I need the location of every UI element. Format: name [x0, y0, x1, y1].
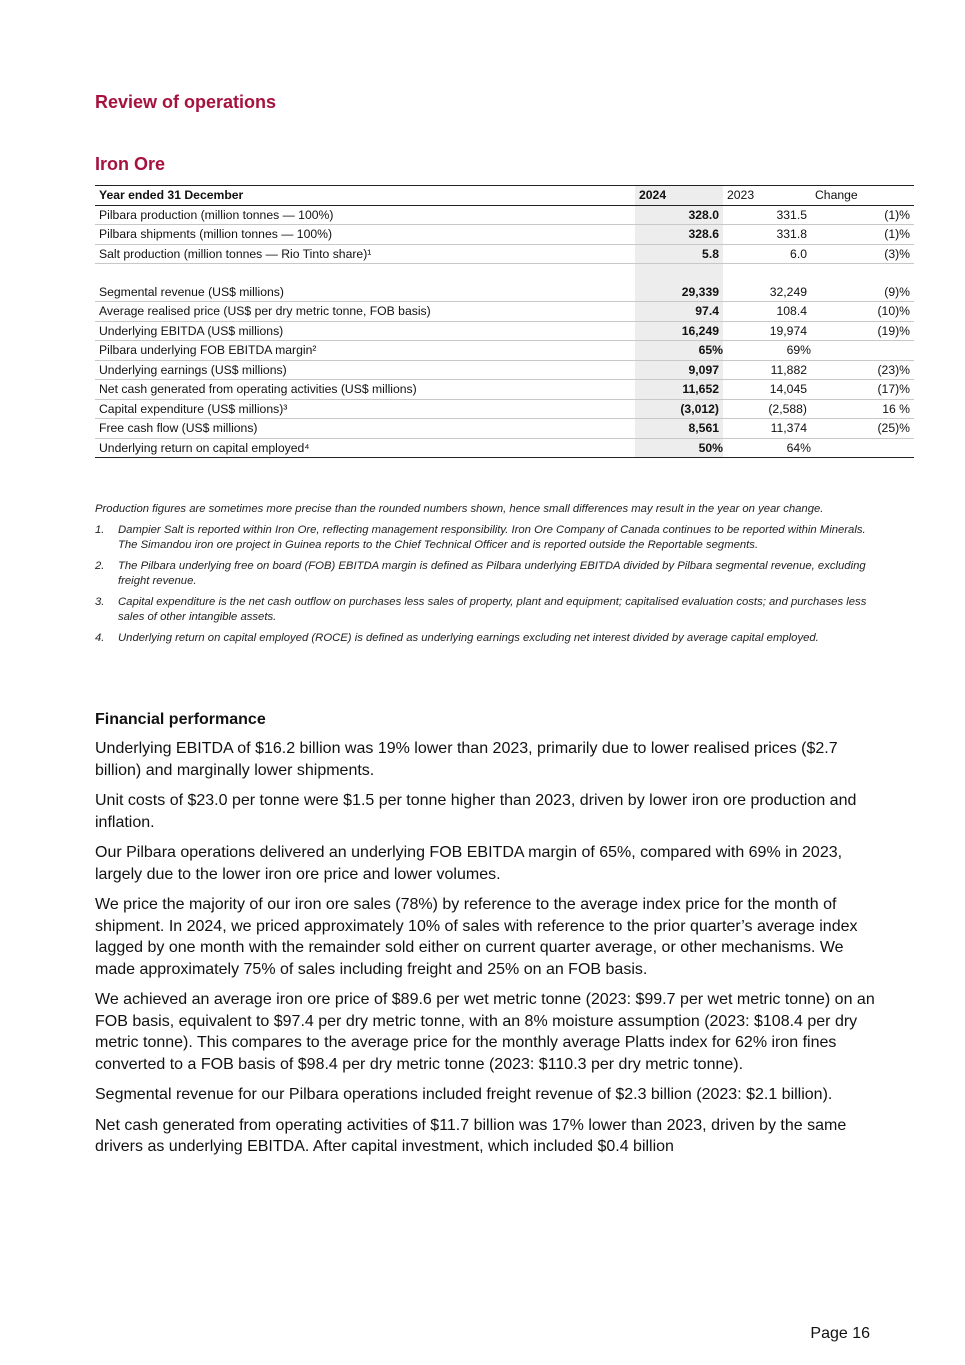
- footnote-text: The Pilbara underlying free on board (FOB) EBITDA margin is defined as Pilbara underlying EBITDA divided by Pilbara segmental revenue, excluding freight revenue.: [118, 560, 866, 587]
- footnote-text: Underlying return on capital employed (ROCE) is defined as underlying earnings excluding net interest divided by average capital employed.: [118, 632, 819, 644]
- row-value-2024: 5.8: [635, 244, 723, 264]
- table-row: [95, 380, 914, 400]
- row-value-2023: [723, 264, 811, 283]
- row-change: (1)%: [811, 225, 914, 245]
- financial-performance-heading: Financial performance: [95, 711, 266, 728]
- table-row: [95, 360, 914, 380]
- row-value-2023: 331.8: [723, 225, 811, 245]
- body-paragraph: Underlying EBITDA of $16.2 billion was 19% lower than 2023, primarily due to lower realised prices ($2.7 billion) and marginally lower shipments.: [95, 740, 838, 779]
- iron-ore-table: [95, 185, 914, 458]
- financial-performance-section: [95, 711, 880, 1167]
- footnotes: [95, 502, 885, 652]
- table-row: [95, 419, 914, 439]
- row-value-2024: [635, 264, 723, 283]
- header-year: Year ended 31 December: [95, 186, 635, 206]
- table-header-row: [95, 186, 914, 206]
- table-row: [95, 438, 914, 458]
- row-value-2023: 11,882: [723, 360, 811, 380]
- row-value-2023: 331.5: [723, 205, 811, 225]
- header-change: Change: [811, 186, 914, 206]
- table-spacer-row: [95, 264, 914, 283]
- row-label: Segmental revenue (US$ millions): [95, 283, 635, 302]
- row-value-2024: (3,012): [635, 399, 723, 419]
- row-change: (23)%: [811, 360, 914, 380]
- row-value-2023: 14,045: [723, 380, 811, 400]
- row-change: (25)%: [811, 419, 914, 439]
- table-row: [95, 244, 914, 264]
- row-value-2024: 11,652: [635, 380, 723, 400]
- row-label: Pilbara production (million tonnes — 100%): [95, 205, 635, 225]
- row-change: (3)%: [811, 244, 914, 264]
- table-row: [95, 341, 914, 361]
- footnote-number: 4.: [95, 632, 105, 644]
- row-label: Average realised price (US$ per dry metric tonne, FOB basis): [95, 302, 635, 322]
- body-paragraph: We achieved an average iron ore price of $89.6 per wet metric tonne (2023: $99.7 per wet metric tonne) on an FOB basis, equivalent to $97.4 per dry metric tonne, with an 8% moisture assumption (2023: $108.4 per dry metric tonne). This compares to the average price for the monthly average Platts index for 62% iron fines converted to a FOB basis of $98.4 per dry metric tonne (2023: $110.3 per dry metric tonne).: [95, 991, 875, 1073]
- row-label: Capital expenditure (US$ millions)³: [95, 399, 635, 419]
- table-row: [95, 205, 914, 225]
- row-value-2024: 65%: [635, 341, 723, 361]
- row-change: (1)%: [811, 205, 914, 225]
- row-label: Pilbara underlying FOB EBITDA margin²: [95, 341, 635, 361]
- row-change: (19)%: [811, 321, 914, 341]
- row-value-2024: 97.4: [635, 302, 723, 322]
- table-row: [95, 225, 914, 245]
- row-label: Salt production (million tonnes — Rio Tinto share)¹: [95, 244, 635, 264]
- row-value-2023: 11,374: [723, 419, 811, 439]
- table-row: [95, 321, 914, 341]
- footnote-item: [95, 595, 885, 625]
- table-row: [95, 283, 914, 302]
- row-value-2024: 29,339: [635, 283, 723, 302]
- row-value-2024: 328.6: [635, 225, 723, 245]
- row-label: Net cash generated from operating activities (US$ millions): [95, 380, 635, 400]
- footnote-text: Dampier Salt is reported within Iron Ore, reflecting management responsibility. Iron Ore Company of Canada continues to be reported within Minerals. The Simandou iron ore project in Guinea reports to the Chief Technical Officer and is reported outside the Reportable segments.: [118, 524, 866, 551]
- section-title: Review of operations: [95, 92, 277, 112]
- row-label: Free cash flow (US$ millions): [95, 419, 635, 439]
- table-row: [95, 302, 914, 322]
- body-paragraph: Our Pilbara operations delivered an underlying FOB EBITDA margin of 65%, compared with 69% in 2023, largely due to the lower iron ore price and lower volumes.: [95, 844, 843, 883]
- footnote-number: 3.: [95, 596, 105, 608]
- row-label: Underlying return on capital employed⁴: [95, 438, 635, 458]
- row-change: 16 %: [811, 399, 914, 419]
- row-change: [811, 341, 914, 361]
- row-change: (17)%: [811, 380, 914, 400]
- row-value-2024: 328.0: [635, 205, 723, 225]
- row-value-2023: 64%: [723, 438, 811, 458]
- body-paragraph: Segmental revenue for our Pilbara operations included freight revenue of $2.3 billion (2023: $2.1 billion).: [95, 1086, 833, 1103]
- footnote-number: 1.: [95, 524, 105, 536]
- row-value-2023: 6.0: [723, 244, 811, 264]
- row-change: [811, 264, 914, 283]
- row-value-2024: 50%: [635, 438, 723, 458]
- body-paragraph: Unit costs of $23.0 per tonne were $1.5 per tonne higher than 2023, driven by lower iron ore production and inflation.: [95, 792, 857, 831]
- page-number: Page 16: [810, 1325, 870, 1342]
- row-label: Pilbara shipments (million tonnes — 100%): [95, 225, 635, 245]
- row-value-2023: 108.4: [723, 302, 811, 322]
- row-value-2024: 8,561: [635, 419, 723, 439]
- header-2024: 2024: [635, 186, 723, 206]
- footnote-item: [95, 559, 885, 589]
- footnote-item: [95, 631, 885, 646]
- row-value-2024: 16,249: [635, 321, 723, 341]
- row-change: [811, 438, 914, 458]
- table-row: [95, 399, 914, 419]
- body-paragraph: Net cash generated from operating activities of $11.7 billion was 17% lower than 2023, driven by the same drivers as underlying EBITDA. After capital investment, which included $0.4 billion: [95, 1116, 847, 1155]
- row-change: (9)%: [811, 283, 914, 302]
- footnote-text: Capital expenditure is the net cash outflow on purchases less sales of property, plant and equipment; capitalised evaluation costs; and purchases less sales of other intangible assets.: [118, 596, 867, 623]
- row-value-2023: 32,249: [723, 283, 811, 302]
- row-value-2023: (2,588): [723, 399, 811, 419]
- row-value-2024: 9,097: [635, 360, 723, 380]
- footnote-list: [95, 523, 885, 646]
- row-label: Underlying earnings (US$ millions): [95, 360, 635, 380]
- body-paragraph: We price the majority of our iron ore sales (78%) by reference to the average index price for the month of shipment. In 2024, we priced approximately 10% of sales with reference to the prior quarter’s average index lagged by one month with the remainder sold either on current quarter average, or other mechanisms. We made approximately 75% of sales including freight and 25% on an FOB basis.: [95, 896, 858, 978]
- row-value-2023: 19,974: [723, 321, 811, 341]
- header-2023: 2023: [723, 186, 811, 206]
- sub-title: Iron Ore: [95, 154, 166, 174]
- footnote-item: [95, 523, 885, 553]
- footnote-intro: Production figures are sometimes more precise than the rounded numbers shown, hence small differences may result in the year on year change.: [95, 503, 824, 515]
- footnote-number: 2.: [95, 560, 105, 572]
- row-value-2023: 69%: [723, 341, 811, 361]
- row-label: Underlying EBITDA (US$ millions): [95, 321, 635, 341]
- row-change: (10)%: [811, 302, 914, 322]
- row-label: [95, 264, 635, 283]
